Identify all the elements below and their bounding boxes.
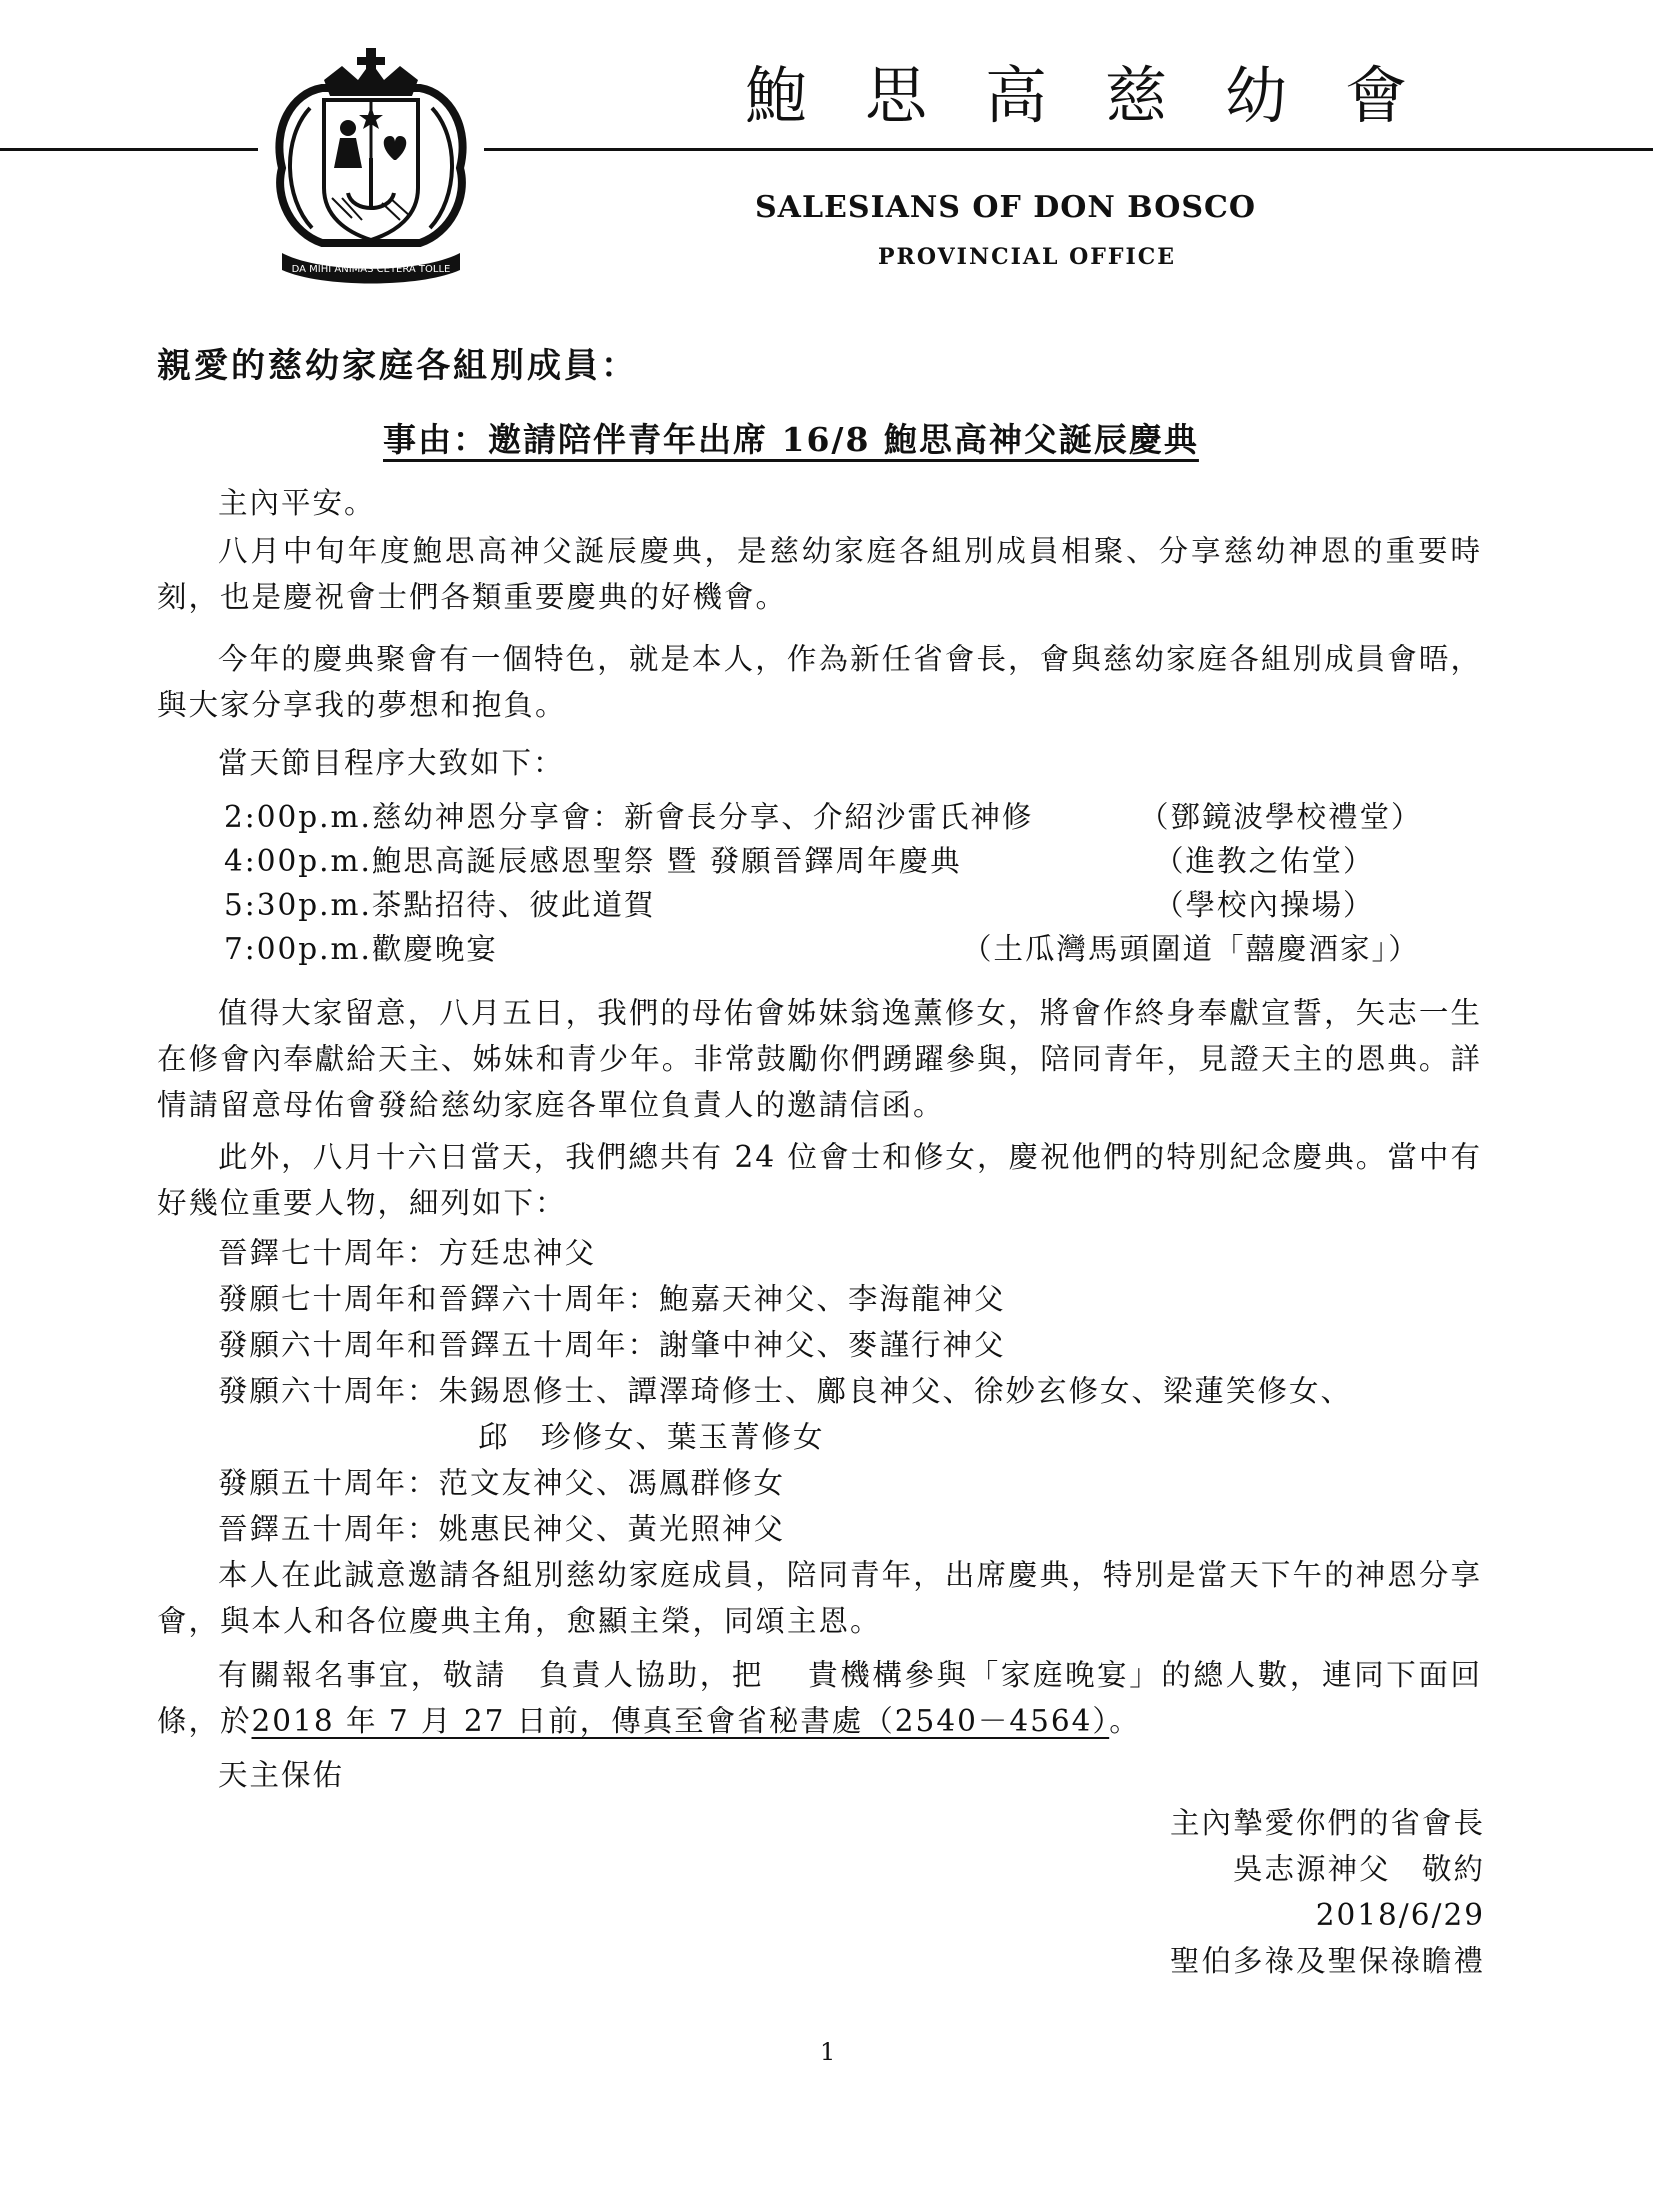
- paragraph-vows: 值得大家留意，八月五日，我們的母佑會姊妹翁逸薰修女，將會作終身奉獻宣誓，矢志一生在修會內奉獻給天主、姊妹和青少年。非常鼓勵你們踴躍參與，陪同青年，見證天主的恩典。詳情請留意母佑會發給慈幼家庭各單位負責人的邀請信函。: [157, 996, 1482, 1122]
- paragraph-invitation: 本人在此誠意邀請各組別慈幼家庭成員，陪同青年，出席慶典，特別是當天下午的神恩分享會，與本人和各位慶典主角，愈顯主榮，同頌主恩。: [157, 1558, 1482, 1638]
- jubilee-names: 方廷忠神父: [438, 1236, 597, 1270]
- page-number: 1: [820, 2038, 836, 2066]
- schedule-row: [224, 882, 1494, 926]
- schedule-row: [224, 926, 1494, 970]
- schedule-place: （進教之佑堂）: [1154, 844, 1375, 878]
- jubilee-label: 晉鐸五十周年：: [218, 1512, 439, 1546]
- schedule-time: 5:30p.m.: [224, 888, 372, 922]
- schedule-intro: 當天節目程序大致如下：: [218, 746, 565, 780]
- signature-name: 吳志源神父 敬約: [1232, 1852, 1485, 1886]
- jubilee-row: [218, 1506, 1352, 1552]
- registration-end: 。: [1109, 1704, 1141, 1738]
- jubilee-row: [218, 1230, 1352, 1276]
- schedule-place: （土瓜灣馬頭圍道「囍慶酒家」）: [962, 932, 1420, 966]
- paragraph-feature: 今年的慶典聚會有一個特色，就是本人，作為新任省會長，會與慈幼家庭各組別成員會晤，與大家分享我的夢想和抱負。: [157, 642, 1482, 722]
- jubilee-names: 朱錫恩修士、譚澤琦修士、鄺良神父、徐妙玄修女、梁蓮笑修女、: [438, 1374, 1353, 1408]
- greeting: 主內平安。: [218, 486, 376, 520]
- header-rule-right: [484, 148, 1653, 151]
- schedule-time: 7:00p.m.: [224, 932, 372, 966]
- jubilee-row: [218, 1322, 1352, 1368]
- jubilee-names: 姚惠民神父、黃光照神父: [438, 1512, 786, 1546]
- closing-blessing: 天主保佑: [218, 1758, 345, 1792]
- signature-date: 2018/6/29: [1315, 1898, 1485, 1932]
- schedule-event: 歡慶晚宴: [371, 932, 498, 966]
- jubilee-label: 發願七十周年和晉鐸六十周年：: [218, 1282, 660, 1316]
- registration-deadline: 2018 年 7 月 27 日前，傳真至會省秘書處（2540－4564）: [251, 1704, 1110, 1738]
- schedule-time: 2:00p.m.: [224, 800, 372, 834]
- salutation: 親愛的慈幼家庭各組別成員：: [157, 346, 638, 386]
- schedule-place: （學校內操場）: [1154, 888, 1375, 922]
- jubilee-names: 邱 珍修女、葉玉菁修女: [478, 1420, 825, 1454]
- schedule-time-event: [224, 926, 498, 972]
- jubilee-names: 謝肇中神父、麥謹行神父: [659, 1328, 1006, 1362]
- schedule-place: （鄧鏡波學校禮堂）: [1139, 800, 1423, 834]
- jubilee-label: 發願六十周年和晉鐸五十周年：: [218, 1328, 660, 1362]
- jubilee-row: [218, 1368, 1352, 1414]
- schedule-time: 4:00p.m.: [224, 844, 372, 878]
- schedule-time-event: [224, 794, 1033, 840]
- signature-line: 主內摯愛你們的省會長: [1169, 1806, 1485, 1840]
- jubilee-list: [218, 1230, 1352, 1552]
- jubilee-label: 發願六十周年：: [218, 1374, 439, 1408]
- subject-line: 事由：邀請陪伴青年出席 16/8 鮑思高神父誕辰慶典: [383, 420, 1199, 459]
- crest-motto: DA MIHI ANIMAS CETERA TOLLE: [291, 264, 451, 275]
- paragraph-registration: [157, 1652, 1482, 1744]
- jubilee-row-continuation: [218, 1414, 1352, 1460]
- provincial-office-label: PROVINCIAL OFFICE: [878, 244, 1177, 270]
- schedule-event: 慈幼神恩分享會：新會長分享、介紹沙雷氏神修: [371, 800, 1034, 834]
- schedule-row: [224, 794, 1494, 838]
- signature-block: [1170, 1800, 1485, 1984]
- jubilee-row: [218, 1460, 1352, 1506]
- schedule-time-event: [224, 882, 655, 928]
- schedule-row: [224, 838, 1494, 882]
- jubilee-names: 范文友神父、馮鳳群修女: [438, 1466, 786, 1500]
- organization-name-chinese: 鮑思高慈幼會: [745, 59, 1466, 132]
- signature-feast: 聖伯多祿及聖保祿瞻禮: [1169, 1944, 1485, 1978]
- registration-text: 有關報名事宜，敬請 負責人協助，把 貴機構參與「家庭晚宴」的總人數，連同下面回條，於: [157, 1658, 1482, 1738]
- jubilee-label: 晉鐸七十周年：: [218, 1236, 439, 1270]
- paragraph-jubilees: 此外，八月十六日當天，我們總共有 24 位會士和修女，慶祝他們的特別紀念慶典。當中有好幾位重要人物，細列如下：: [157, 1140, 1482, 1220]
- jubilee-names: 鮑嘉天神父、李海龍神父: [659, 1282, 1006, 1316]
- schedule-event: 茶點招待、彼此道賀: [371, 888, 656, 922]
- organization-name-english: SALESIANS OF DON BOSCO: [755, 190, 1257, 225]
- schedule-event: 鮑思高誕辰感恩聖祭 暨 發願晉鐸周年慶典: [371, 844, 962, 878]
- header-rule-left: [0, 148, 258, 151]
- crest-logo: [262, 48, 480, 286]
- jubilee-label: 發願五十周年：: [218, 1466, 439, 1500]
- paragraph-intro: 八月中旬年度鮑思高神父誕辰慶典，是慈幼家庭各組別成員相聚、分享慈幼神恩的重要時刻，也是慶祝會士們各類重要慶典的好機會。: [157, 534, 1482, 614]
- schedule-time-event: [224, 838, 962, 884]
- schedule-list: [224, 794, 1494, 970]
- jubilee-row: [218, 1276, 1352, 1322]
